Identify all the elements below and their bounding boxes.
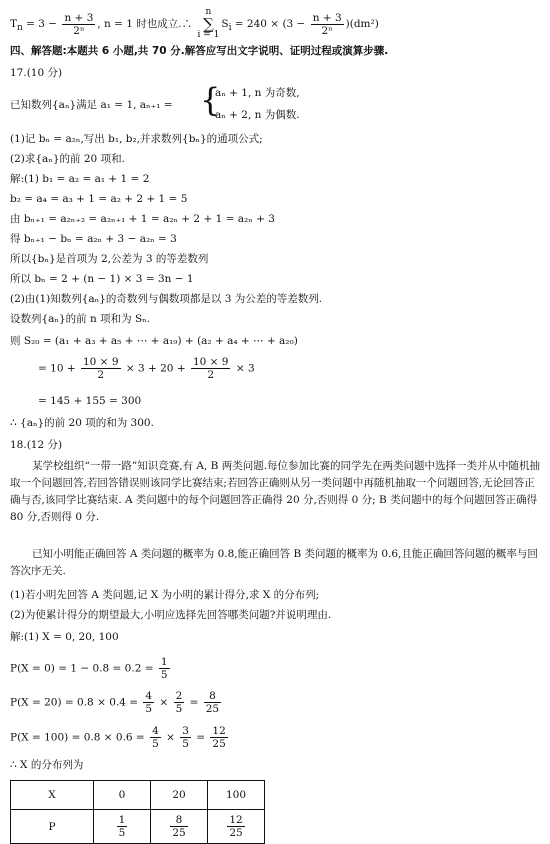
q18-p0: [10, 656, 172, 681]
q18-p20-frac2: [174, 690, 185, 715]
q17-sol-7: (2)由(1)知数列{aₙ}的奇数列与偶数项都是以 3 为公差的等差数列.: [10, 293, 323, 305]
table-frac: [227, 814, 244, 839]
table-frac-num: 1: [118, 814, 126, 826]
q18-p20-frac1-den: 5: [145, 703, 153, 715]
q17-header: 17.(10 分): [10, 67, 63, 79]
q17-sol-10-frac1-den: 2: [97, 369, 105, 381]
q18-p20-frac1: [143, 690, 154, 715]
table-frac-num: 8: [170, 814, 187, 827]
table-cell: 20: [151, 781, 208, 810]
table-cell: [94, 810, 151, 844]
top-formula-tail: )(dm²): [345, 18, 379, 30]
q18-p100-frac1-num: 4: [152, 725, 159, 737]
q17-brace: {: [200, 81, 221, 119]
q18-p0-frac: [159, 656, 170, 681]
q18-p100-eq: =: [192, 731, 209, 744]
q18-p100-frac1-den: 5: [152, 738, 159, 750]
q18-p100-frac2-den: 5: [182, 738, 189, 750]
q18-p0-den: 5: [160, 669, 168, 681]
q17-sol-3: 由 bₙ₊₁ = a₂ₙ₊₂ = a₂ₙ₊₁ + 1 = a₂ₙ + 2 + 1 = a₂ₙ + 3: [10, 213, 275, 225]
top-formula-lhs: T: [10, 18, 18, 30]
q18-p20-text: P(X = 20) = 0.8 × 0.4 =: [10, 696, 142, 709]
sum-expr: S: [221, 18, 229, 30]
q17-sol-4: 得 bₙ₊₁ − bₙ = a₂ₙ + 3 − a₂ₙ = 3: [10, 233, 177, 245]
q17-part2: (2)求{aₙ}的前 20 项和.: [10, 153, 125, 165]
section-four-heading: 四、解答题:本题共 6 小题,共 70 分.解答应写出文字说明、证明过程或演算步骤.: [10, 45, 389, 57]
q17-case1: aₙ + 1, n 为奇数,: [215, 87, 300, 99]
q17-sol-2: b₂ = a₄ = a₃ + 1 = a₂ + 2 + 1 = 5: [10, 193, 188, 205]
q18-p20-frac1-num: 4: [145, 690, 153, 702]
distribution-table: [10, 780, 265, 844]
q18-p100-frac3-den: 25: [212, 738, 226, 750]
q18-p100-frac1: [150, 725, 161, 750]
q17-sol-10-frac2-den: 2: [207, 369, 215, 381]
q18-p20-frac3-den: 25: [205, 703, 220, 715]
q17-sol-10-frac1-num: 10 × 9: [82, 356, 119, 368]
q17-sol-11: = 145 + 155 = 300: [38, 395, 142, 407]
q18-p100: [10, 725, 230, 750]
q17-sol-10-c: × 3: [232, 362, 255, 375]
q18-p100-text: P(X = 100) = 0.8 × 0.6 =: [10, 731, 149, 744]
q17-sol-5: 所以{bₙ}是首项为 2,公差为 3 的等差数列: [10, 253, 209, 265]
q18-p0-text: P(X = 0) = 1 − 0.8 = 0.2 =: [10, 662, 157, 675]
sum-sign: [197, 8, 219, 40]
top-formula-eq: = 3 −: [22, 18, 61, 30]
q18-p20-eq: =: [186, 696, 202, 709]
q18-p0-num: 1: [160, 656, 168, 668]
table-frac-num: 12: [229, 814, 243, 826]
q18-p100-times: ×: [162, 731, 179, 744]
top-formula-frac1: [62, 12, 95, 37]
top-formula-frac1-num: n + 3: [64, 11, 94, 24]
table-cell: 100: [208, 781, 265, 810]
top-formula-frac2-den: 2ⁿ: [321, 24, 333, 37]
q18-para1: 某学校组织“一带一路”知识竞赛,有 A, B 两类问题.每位参加比赛的同学先在两类问题中选择一类并从中随机抽取一个问题回答,若回答错误则该同学比赛结束;若回答正确则从另一类问题中再随机抽取一个问题回答,无论回答正确与否,该同学比赛结束. A 类问题中的每个问题回答正确得 20 分,否则得 0 分; B 类问题中的每个问题回答正确得 80 分,否则得 0 分.: [10, 460, 541, 523]
q18-header: 18.(12 分): [10, 439, 63, 451]
sum-top: n: [205, 7, 212, 17]
q17-sol-10-frac1: [81, 356, 121, 381]
table-row: [11, 781, 265, 810]
q18-part1: (1)若小明先回答 A 类问题,记 X 为小明的累计得分,求 X 的分布列;: [10, 589, 320, 601]
top-formula-frac1-den: 2ⁿ: [73, 24, 85, 37]
q18-p20-frac2-num: 2: [175, 690, 183, 702]
q17-sol-10: [38, 356, 255, 381]
q18-p20: [10, 690, 223, 715]
q17-sol-10-b: × 3 + 20 +: [122, 362, 189, 375]
q18-sol-1: 解:(1) X = 0, 20, 100: [10, 631, 119, 643]
q18-p20-times: ×: [156, 696, 172, 709]
q17-sol-10-frac2: [191, 356, 231, 381]
q17-sol-8: 设数列{aₙ}的前 n 项和为 Sₙ.: [10, 313, 151, 325]
q17-case2: aₙ + 2, n 为偶数.: [215, 109, 300, 121]
top-formula-sub: n: [17, 23, 23, 34]
sigma-glyph: ∑: [203, 15, 214, 33]
q18-p20-frac2-den: 5: [175, 703, 183, 715]
table-row: [11, 810, 265, 844]
q17-part1: (1)记 bₙ = a₂ₙ,写出 b₁, b₂,并求数列{bₙ}的通项公式;: [10, 133, 263, 145]
q17-sol-9: 则 S₂₀ = (a₁ + a₃ + a₅ + ⋯ + a₁₉) + (a₂ + a₄ + ⋯ + a₂₀): [10, 335, 298, 347]
sum-bottom: i = 1: [197, 30, 220, 40]
q17-sol-12: ∴ {aₙ}的前 20 项的和为 300.: [10, 417, 154, 429]
top-formula-eq2: = 240 × (3 −: [231, 18, 309, 30]
q18-p100-frac3-num: 12: [212, 725, 226, 737]
top-formula: [10, 8, 379, 40]
table-frac-den: 25: [229, 827, 243, 839]
table-cell: 0: [94, 781, 151, 810]
table-cell: [151, 810, 208, 844]
table-cell: [208, 810, 265, 844]
q18-part2: (2)为使累计得分的期望最大,小明应选择先回答哪类问题?并说明理由.: [10, 609, 332, 621]
table-frac-den: 5: [118, 827, 126, 839]
q18-para2: 已知小明能正确回答 A 类问题的概率为 0.8,能正确回答 B 类问题的概率为 0.6,且能正确回答问题的概率与回答次序无关.: [10, 548, 538, 577]
q18-p20-frac3-num: 8: [204, 690, 221, 703]
q17-given-prefix: 已知数列{aₙ}满足 a₁ = 1, aₙ₊₁ =: [10, 99, 173, 111]
table-frac: [117, 814, 128, 839]
q18-p100-frac2: [180, 725, 191, 750]
top-formula-frac2-num: n + 3: [312, 11, 342, 24]
table-cell: X: [11, 781, 94, 810]
top-formula-rest: , n = 1 时也成立.∴: [97, 18, 196, 30]
sum-expr-sub: i: [228, 23, 232, 34]
q18-dist-label: ∴ X 的分布列为: [10, 759, 84, 771]
table-frac-den: 25: [172, 827, 186, 839]
q17-given: [10, 98, 173, 112]
q17-sol-10-a: = 10 +: [38, 362, 79, 375]
q18-p100-frac3: [210, 725, 227, 750]
top-formula-frac2: [311, 12, 344, 37]
q17-sol-1: 解:(1) b₁ = a₂ = a₁ + 1 = 2: [10, 173, 150, 185]
table-frac: [170, 814, 187, 839]
q18-p20-frac3: [204, 690, 221, 715]
q17-sol-6: 所以 bₙ = 2 + (n − 1) × 3 = 3n − 1: [10, 273, 194, 285]
q17-sol-10-frac2-num: 10 × 9: [192, 356, 229, 368]
table-cell: P: [11, 810, 94, 844]
q18-p100-frac2-num: 3: [182, 725, 189, 737]
